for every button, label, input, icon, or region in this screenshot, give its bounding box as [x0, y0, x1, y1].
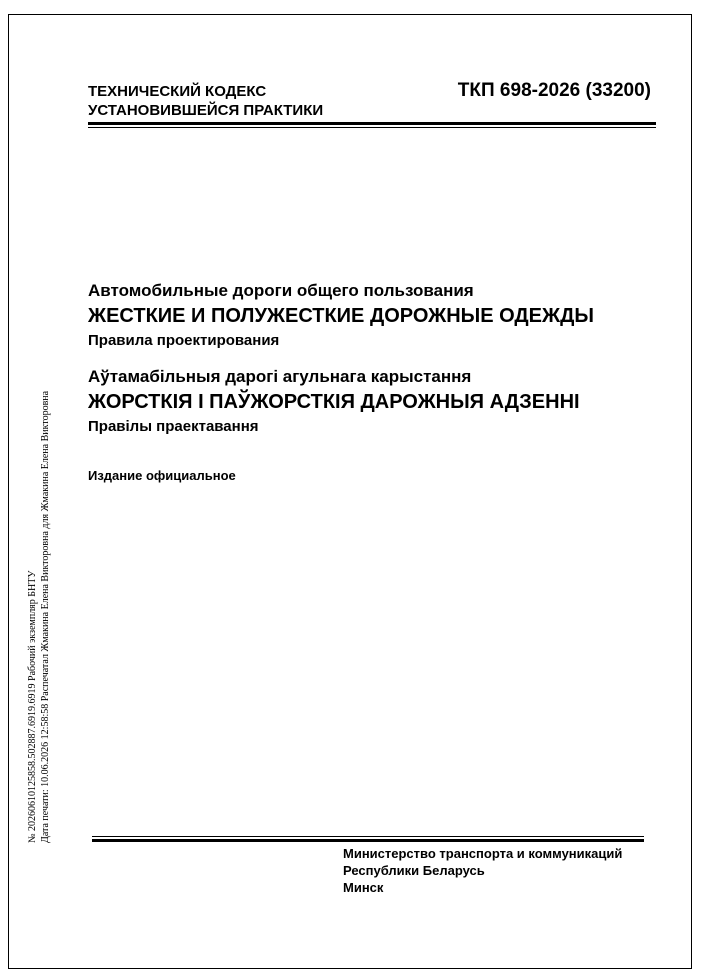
document-code: ТКП 698-2026 (33200): [457, 80, 651, 101]
publisher-line-2: Республики Беларусь: [343, 863, 485, 878]
title-ru-subject: Автомобильные дороги общего пользования: [88, 281, 474, 300]
page-frame: [8, 14, 692, 969]
title-ru-part: Правила проектирования: [88, 332, 280, 349]
publisher-line-1: Министерство транспорта и коммуникаций: [343, 846, 623, 861]
title-spacer: [88, 352, 668, 366]
document-type-line-1: ТЕХНИЧЕСКИЙ КОДЕКС: [88, 83, 267, 100]
edition-label: Издание официальное: [88, 468, 236, 483]
side-print-stamp: [26, 391, 52, 843]
publisher-city: Минск: [343, 880, 384, 895]
document-type: [88, 82, 323, 120]
side-stamp-line-1: № 20260610125858.502887.6919.6919 Рабочий экземпляр БНТУ: [27, 570, 38, 843]
header-rule-thick: [88, 122, 656, 125]
footer-rule-thin: [92, 836, 644, 837]
title-be-subject: Аўтамабільныя дарогі агульнага карыстання: [88, 367, 472, 386]
footer-rule-thick: [92, 839, 644, 842]
title-be-part: Правілы праектавання: [88, 418, 259, 435]
title-be-main: ЖОРСТКІЯ І ПАЎЖОРСТКІЯ ДАРОЖНЫЯ АДЗЕННІ: [88, 391, 580, 413]
publisher-block: [343, 845, 622, 896]
side-stamp-line-2: Дата печати: 10.06.2026 12:58:58 Распечатал Жмакина Елена Викторовна для Жмакина Елена Викторовна: [40, 390, 51, 843]
header-rule-thin: [88, 127, 656, 128]
title-block: [88, 280, 668, 438]
document-type-line-2: УСТАНОВИВШЕЙСЯ ПРАКТИКИ: [88, 102, 324, 119]
title-ru-main: ЖЕСТКИЕ И ПОЛУЖЕСТКИЕ ДОРОЖНЫЕ ОДЕЖДЫ: [88, 305, 594, 327]
